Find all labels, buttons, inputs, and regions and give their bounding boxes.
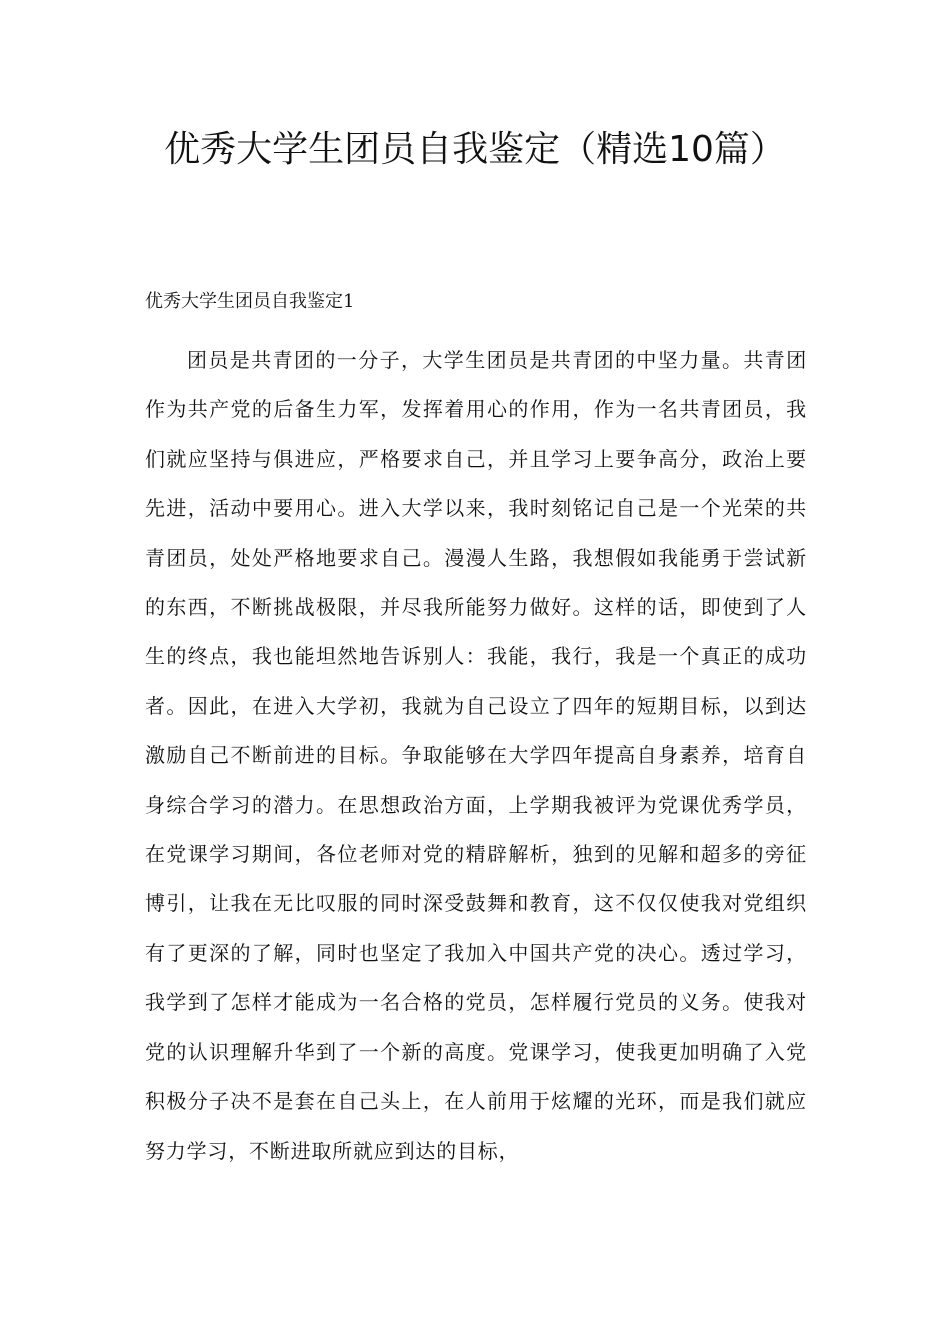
document-title: 优秀大学生团员自我鉴定（精选10篇）	[164, 129, 786, 170]
section-heading: 优秀大学生团员自我鉴定1	[145, 291, 355, 312]
body-paragraph: 团员是共青团的一分子，大学生团员是共青团的中坚力量。共青团作为共产党的后备生力军，发挥着用心的作用，作为一名共青团员，我们就应坚持与俱进应，严格要求自己，并且学习上要争高分，政治上要先进，活动中要用心。进入大学以来，我时刻铭记自己是一个光荣的共青团员，处处严格地要求自己。漫漫人生路，我想假如我能勇于尝试新的东西，不断挑战极限，并尽我所能努力做好。这样的话，即使到了人生的终点，我也能坦然地告诉别人：我能，我行，我是一个真正的成功者。因此，在进入大学初，我就为自己设立了四年的短期目标，以到达激励自己不断前进的目标。争取能够在大学四年提高自身素养，培育自身综合学习的潜力。在思想政治方面，上学期我被评为党课优秀学员，在党课学习期间，各位老师对党的精辟解析，独到的见解和超多的旁征博引，让我在无比叹服的同时深受鼓舞和教育，这不仅仅使我对党组织有了更深的了解，同时也坚定了我加入中国共产党的决心。透过学习，我学到了怎样才能成为一名合格的党员，怎样履行党员的义务。使我对党的认识理解升华到了一个新的高度。党课学习，使我更加明确了入党积极分子决不是套在自己头上，在人前用于炫耀的光环，而是我们就应努力学习，不断进取所就应到达的目标，	[145, 348, 807, 1163]
